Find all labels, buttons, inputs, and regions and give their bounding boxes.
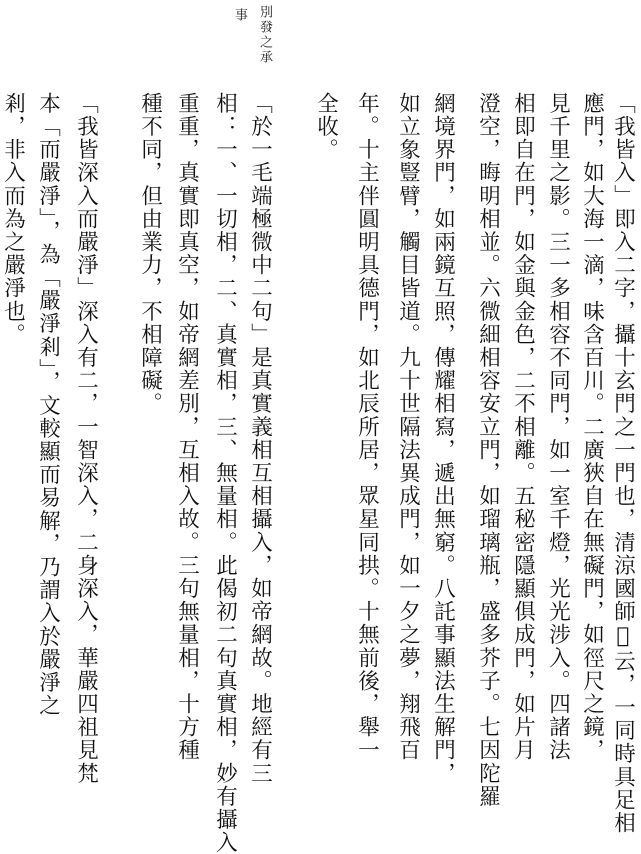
text-column: 如立象豎臂，觸目皆道。九十世隔法異成門，如一夕之夢，翔飛百 [395, 92, 421, 762]
text-column: 全收。 [313, 92, 339, 162]
text-column: 種不同，但由業力，不相障礙。 [137, 92, 163, 416]
text-column: 本「而嚴淨」，為「嚴淨剎」，文較顯而易解，乃謂入於嚴淨之 [35, 92, 61, 718]
margin-note-line-1: 別發之承 [257, 5, 272, 65]
text-column: 相：一、一切相，二、真實相，三、無量相。此偈初二句真實相，妙有攝入 [212, 92, 238, 854]
text-column: 重重，真實即真空，如帝網差別，互相入故。三句無量相，十方種 [174, 92, 200, 762]
text-column: 「於一毛端極微中二句」是真實義相互相攝入，如帝網故。地經有三 [247, 92, 273, 785]
margin-note-line-2: 事 [232, 8, 247, 23]
text-column: 相即自在門，如金與金色，二不相離。五秘密隱顯俱成門，如片月 [510, 92, 536, 762]
text-column: 「我皆入」即入二字，攝十玄門之一門也，清涼國師𠎝云，一同時具足相 [610, 92, 636, 835]
text-column: 應門，如大海一滴，味含百川。二廣狹自在無礙門，如徑尺之鏡， [579, 92, 605, 762]
text-column: 剎，非入而為之嚴淨也。 [0, 92, 26, 347]
text-column: 網境界門，如兩鏡互照，傳耀相寫，遞出無窮。八託事顯法生解門， [430, 92, 456, 785]
text-column: 年。十主伴圓明具德門，如北辰所居，眾星同拱。十無前後，舉一 [354, 92, 380, 762]
text-column: 「我皆深入而嚴淨」深入有二，一智深入，二身深入，華嚴四祖見梵 [73, 92, 99, 785]
text-column: 澄空，晦明相並。六微細相容安立門，如瑠璃瓶，盛多芥子。七因陀羅 [475, 92, 501, 809]
text-column: 見千里之影。三一多相容不同門，如一室千燈，光光涉入。四諸法 [545, 92, 571, 762]
